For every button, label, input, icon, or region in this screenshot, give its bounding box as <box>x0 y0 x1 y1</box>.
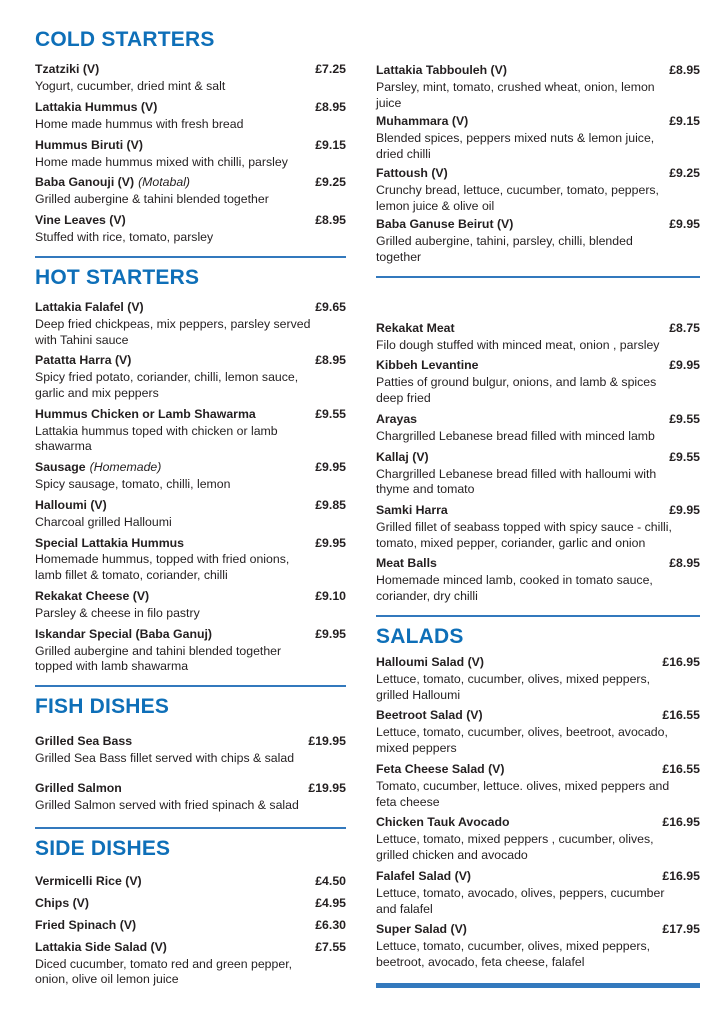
section-fish-dishes <box>35 695 346 829</box>
item-price: £16.95 <box>662 815 700 830</box>
item-name: Rekakat Meat <box>376 320 455 335</box>
item-row <box>35 299 346 316</box>
item-price: £4.50 <box>315 873 346 888</box>
item-name: Chicken Tauk Avocado <box>376 815 510 830</box>
item-row <box>35 137 346 154</box>
item-row <box>376 868 700 885</box>
item-row <box>35 459 346 476</box>
menu-item <box>35 497 346 531</box>
item-price: £7.55 <box>315 939 346 954</box>
item-name: Kibbeh Levantine <box>376 358 479 373</box>
menu-item <box>376 165 700 214</box>
item-description: Yogurt, cucumber, dried mint & salt <box>35 79 226 94</box>
item-name: Baba Ganouji (V) <box>35 175 135 190</box>
item-name: Fattoush (V) <box>376 165 448 180</box>
item-price: £8.75 <box>669 320 700 335</box>
section-divider <box>376 983 700 988</box>
item-price: £8.95 <box>315 353 346 368</box>
section-side-dishes <box>35 837 346 988</box>
item-row <box>35 873 346 890</box>
section-divider <box>376 615 700 617</box>
item-row <box>35 406 346 423</box>
item-row <box>376 814 700 831</box>
item-price: £9.15 <box>669 114 700 129</box>
item-row <box>376 62 700 79</box>
item-row <box>35 99 346 116</box>
item-name: Hummus Biruti (V) <box>35 137 143 152</box>
item-name: Grilled Sea Bass <box>35 734 133 749</box>
menu-item <box>376 113 700 162</box>
item-name: Halloumi (V) <box>35 497 107 512</box>
menu-item <box>376 654 700 703</box>
item-row <box>35 733 346 750</box>
section-title: FISH DISHES <box>35 695 170 719</box>
item-description: Chargrilled Lebanese bread filled with halloumi with thyme and tomato <box>376 466 657 497</box>
item-row <box>376 113 700 130</box>
item-price: £16.55 <box>662 708 700 723</box>
item-row <box>35 939 346 956</box>
item-name: Fried Spinach (V) <box>35 917 137 932</box>
menu-column-right <box>376 28 700 1024</box>
item-description: Tomato, cucumber, lettuce. olives, mixed peppers and feta cheese <box>376 778 670 809</box>
section-divider <box>35 827 346 829</box>
item-name: Rekakat Cheese (V) <box>35 588 150 603</box>
section-hot-starters <box>35 266 346 687</box>
item-price: £16.55 <box>662 761 700 776</box>
item-price: £9.65 <box>315 299 346 314</box>
item-row <box>376 707 700 724</box>
item-price: £7.25 <box>315 62 346 77</box>
item-row <box>376 411 700 428</box>
item-description: Lattakia hummus toped with chicken or lamb shawarma <box>35 423 278 454</box>
menu-item <box>35 917 346 934</box>
item-row <box>35 626 346 643</box>
item-row <box>35 352 346 369</box>
item-name: Halloumi Salad (V) <box>376 655 484 670</box>
item-description: Diced cucumber, tomato red and green pepper, onion, olive oil lemon juice <box>35 956 293 987</box>
item-description: Home made hummus with fresh bread <box>35 116 244 131</box>
item-price: £9.95 <box>669 217 700 232</box>
menu-item <box>35 99 346 133</box>
item-price: £9.25 <box>669 165 700 180</box>
menu-item <box>35 626 346 675</box>
item-note: (Homemade) <box>89 460 162 475</box>
menu-item <box>376 449 700 498</box>
item-price: £8.95 <box>315 212 346 227</box>
item-name: Hummus Chicken or Lamb Shawarma <box>35 406 256 421</box>
item-description: Lettuce, tomato, avocado, olives, peppers, cucumber and falafel <box>376 885 665 916</box>
item-name: Lattakia Falafel (V) <box>35 299 144 314</box>
item-price: £9.95 <box>669 503 700 518</box>
item-price: £9.25 <box>315 175 346 190</box>
item-name: Chips (V) <box>35 895 89 910</box>
item-description: Home made hummus mixed with chilli, parsley <box>35 154 288 169</box>
item-description: Homemade minced lamb, cooked in tomato sauce, coriander, dry chilli <box>376 573 653 604</box>
item-description: Parsley, mint, tomato, crushed wheat, onion, lemon juice <box>376 79 655 110</box>
menu-item <box>376 707 700 756</box>
item-row <box>35 588 346 605</box>
item-row <box>35 174 346 191</box>
item-price: £4.95 <box>315 895 346 910</box>
menu-item <box>35 137 346 171</box>
menu-column-left <box>35 28 346 1024</box>
item-description: Deep fried chickpeas, mix peppers, parsley served with Tahini sauce <box>35 316 311 347</box>
section-divider <box>35 685 346 687</box>
section-title: SIDE DISHES <box>35 836 171 860</box>
item-note: (Motabal) <box>138 175 191 190</box>
section-items <box>35 299 346 675</box>
item-name: Feta Cheese Salad (V) <box>376 761 505 776</box>
item-name: Beetroot Salad (V) <box>376 708 483 723</box>
item-row <box>35 212 346 229</box>
item-description: Lettuce, tomato, mixed peppers , cucumber, olives, grilled chicken and avocado <box>376 832 654 863</box>
item-price: £16.95 <box>662 655 700 670</box>
item-row <box>376 320 700 337</box>
item-name: Special Lattakia Hummus <box>35 535 184 550</box>
item-price: £19.95 <box>308 780 346 795</box>
menu-item <box>35 588 346 622</box>
item-description: Lettuce, tomato, cucumber, olives, beetroot, avocado, mixed peppers <box>376 725 668 756</box>
item-row <box>376 216 700 233</box>
item-name: Lattakia Side Salad (V) <box>35 939 167 954</box>
section-cold-starters <box>35 28 346 258</box>
item-row <box>376 555 700 572</box>
item-name: Falafel Salad (V) <box>376 868 471 883</box>
section-hot-starters-continued <box>376 286 700 617</box>
item-price: £9.95 <box>315 626 346 641</box>
item-price: £9.55 <box>669 411 700 426</box>
item-description: Homemade hummus, topped with fried onions, lamb fillet & tomato, coriander, chilli <box>35 552 290 583</box>
item-description: Crunchy bread, lettuce, cucumber, tomato, peppers, lemon juice & olive oil <box>376 182 659 213</box>
menu-item <box>376 320 700 354</box>
item-description: Grilled Sea Bass fillet served with chips & salad <box>35 751 295 766</box>
item-description: Chargrilled Lebanese bread filled with minced lamb <box>376 428 655 443</box>
menu-item <box>35 406 346 455</box>
item-row <box>35 895 346 912</box>
item-price: £9.95 <box>315 460 346 475</box>
menu-item <box>35 459 346 493</box>
item-name: Super Salad (V) <box>376 922 467 937</box>
menu-item <box>376 411 700 445</box>
section-cold-starters-continued <box>376 28 700 278</box>
menu-item <box>35 873 346 890</box>
section-divider <box>35 256 346 258</box>
item-row <box>376 165 700 182</box>
item-row <box>35 917 346 934</box>
section-items <box>376 654 700 971</box>
item-name: Samki Harra <box>376 503 448 518</box>
menu-item <box>35 174 346 208</box>
item-name: Baba Ganuse Beirut (V) <box>376 217 514 232</box>
menu-item <box>376 502 700 551</box>
item-row <box>376 449 700 466</box>
section-title: HOT STARTERS <box>35 265 200 289</box>
menu-item <box>35 212 346 246</box>
item-price: £9.15 <box>315 137 346 152</box>
item-price: £8.95 <box>315 99 346 114</box>
item-row <box>35 780 346 797</box>
item-name: Vine Leaves (V) <box>35 212 126 227</box>
item-row <box>376 654 700 671</box>
menu-item <box>376 814 700 863</box>
section-items <box>35 733 346 813</box>
section-divider <box>376 276 700 278</box>
item-description: Charcoal grilled Halloumi <box>35 514 172 529</box>
menu-item <box>35 535 346 584</box>
item-name: Lattakia Tabbouleh (V) <box>376 63 507 77</box>
menu-item <box>376 868 700 917</box>
section-title: SALADS <box>376 624 464 648</box>
item-price: £9.95 <box>315 535 346 550</box>
item-name: Sausage <box>35 460 86 475</box>
item-price: £6.30 <box>315 917 346 932</box>
item-description: Parsley & cheese in filo pastry <box>35 605 200 620</box>
item-name: Grilled Salmon <box>35 780 122 795</box>
item-row <box>35 497 346 514</box>
item-row <box>376 357 700 374</box>
item-description: Grilled Salmon served with fried spinach & salad <box>35 797 299 812</box>
item-name: Arayas <box>376 411 418 426</box>
item-description: Grilled fillet of seabass topped with spicy sauce - chilli, tomato, mixed pepper, coriander, garlic and onion <box>376 520 672 550</box>
item-price: £17.95 <box>662 922 700 937</box>
section-items <box>35 61 346 246</box>
menu-item <box>35 733 346 767</box>
item-name: Iskandar Special (Baba Ganuj) <box>35 626 212 641</box>
menu-item <box>35 939 346 988</box>
item-name: Patatta Harra (V) <box>35 353 132 368</box>
item-description: Patties of ground bulgur, onions, and lamb & spices deep fried <box>376 375 657 406</box>
menu-item <box>35 780 346 814</box>
menu-item <box>376 62 700 111</box>
menu-item <box>376 921 700 970</box>
item-name: Kallaj (V) <box>376 449 429 464</box>
menu-item <box>376 761 700 810</box>
item-price: £8.95 <box>669 556 700 571</box>
item-price: £16.95 <box>662 868 700 883</box>
item-name: Meat Balls <box>376 556 437 571</box>
item-row <box>35 535 346 552</box>
item-description: Grilled aubergine & tahini blended together <box>35 192 269 207</box>
item-description: Lettuce, tomato, cucumber, olives, mixed peppers, beetroot, avocado, feta cheese, falafel <box>376 939 651 969</box>
item-description: Spicy fried potato, coriander, chilli, lemon sauce, garlic and mix peppers <box>35 370 299 400</box>
item-price: £9.95 <box>669 358 700 373</box>
section-items <box>376 62 700 266</box>
item-description: Blended spices, peppers mixed nuts & lemon juice, dried chilli <box>376 131 655 162</box>
item-price: £9.10 <box>315 588 346 603</box>
item-price: £9.85 <box>315 497 346 512</box>
item-name: Lattakia Hummus (V) <box>35 99 158 114</box>
section-items <box>35 873 346 988</box>
menu-item <box>376 555 700 604</box>
section-salads <box>376 625 700 988</box>
item-description: Lettuce, tomato, cucumber, olives, mixed peppers, grilled Halloumi <box>376 672 651 702</box>
item-row <box>35 61 346 78</box>
menu-item <box>35 61 346 95</box>
section-items <box>376 320 700 605</box>
item-row <box>376 502 700 519</box>
item-price: £9.55 <box>315 406 346 421</box>
item-description: Filo dough stuffed with minced meat, onion , parsley <box>376 337 660 352</box>
item-name: Vermicelli Rice (V) <box>35 873 142 888</box>
menu-item <box>35 895 346 912</box>
item-description: Grilled aubergine, tahini, parsley, chilli, blended together <box>376 234 633 265</box>
item-price: £9.55 <box>669 449 700 464</box>
item-description: Spicy sausage, tomato, chilli, lemon <box>35 477 231 492</box>
menu-item <box>35 352 346 401</box>
menu-item <box>376 216 700 265</box>
menu-item <box>376 357 700 406</box>
item-description: Grilled aubergine and tahini blended together topped with lamb shawarma <box>35 643 282 674</box>
item-name: Muhammara (V) <box>376 114 469 129</box>
section-title: COLD STARTERS <box>35 28 215 51</box>
item-description: Stuffed with rice, tomato, parsley <box>35 229 214 244</box>
item-name: Tzatziki (V) <box>35 62 100 77</box>
menu-item <box>35 299 346 348</box>
item-row <box>376 761 700 778</box>
item-price: £19.95 <box>308 734 346 749</box>
item-price: £8.95 <box>669 63 700 77</box>
item-row <box>376 921 700 938</box>
